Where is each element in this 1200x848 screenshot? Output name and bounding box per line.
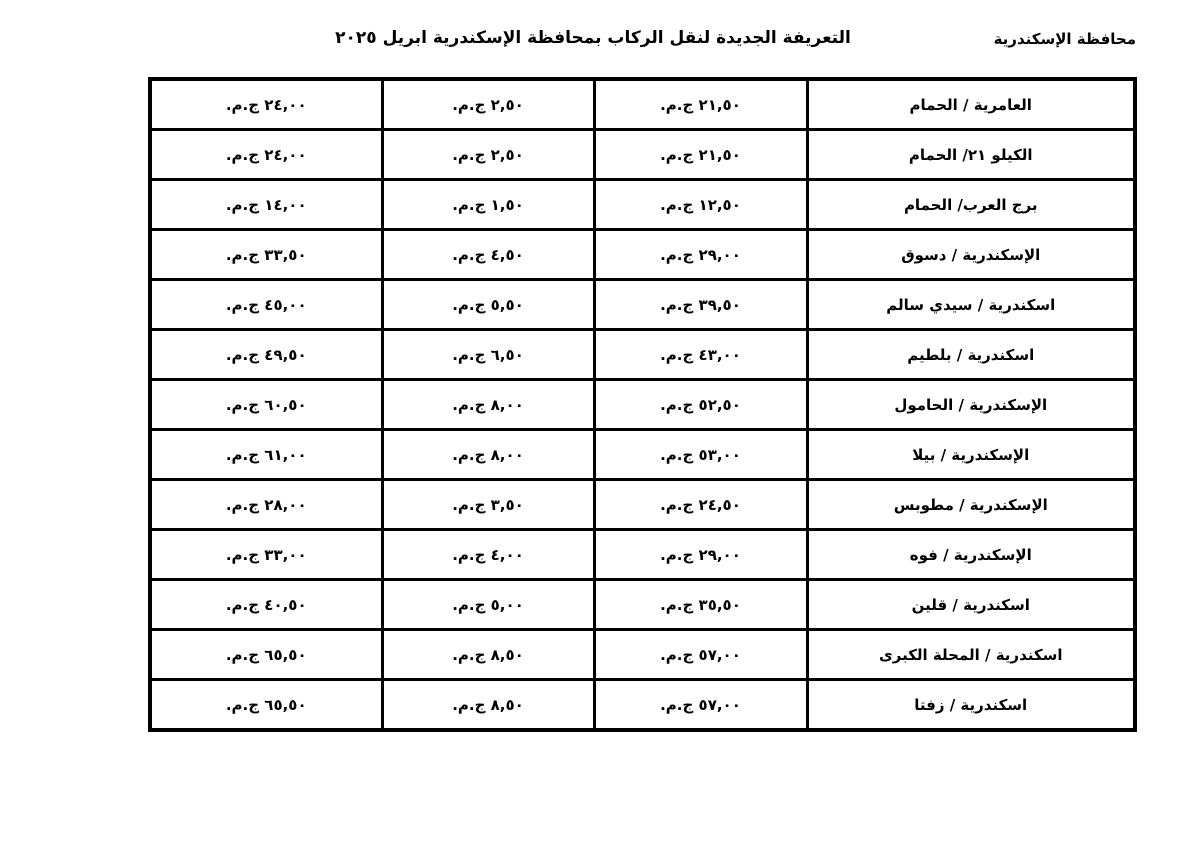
route-cell: الإسكندرية / فوه — [807, 530, 1135, 580]
fare-table-body — [150, 79, 1135, 730]
current-fare-cell: ٢١,٥٠ ج.م. — [594, 79, 807, 130]
increase-cell: ٤,٠٠ ج.م. — [382, 530, 594, 580]
table-row — [150, 480, 1135, 530]
increase-cell: ٤,٥٠ ج.م. — [382, 230, 594, 280]
route-cell: العامرية / الحمام — [807, 79, 1135, 130]
route-cell: الإسكندرية / دسوق — [807, 230, 1135, 280]
current-fare-cell: ٢١,٥٠ ج.م. — [594, 130, 807, 180]
route-cell: اسكندرية / زفتا — [807, 680, 1135, 731]
new-fare-cell: ٦٥,٥٠ ج.م. — [150, 630, 382, 680]
new-fare-cell: ٢٨,٠٠ ج.م. — [150, 480, 382, 530]
route-cell: اسكندرية / المحلة الكبرى — [807, 630, 1135, 680]
new-fare-cell: ١٤,٠٠ ج.م. — [150, 180, 382, 230]
table-row — [150, 180, 1135, 230]
route-cell: الإسكندرية / بيلا — [807, 430, 1135, 480]
current-fare-cell: ٣٩,٥٠ ج.م. — [594, 280, 807, 330]
table-row — [150, 79, 1135, 130]
current-fare-cell: ٣٥,٥٠ ج.م. — [594, 580, 807, 630]
table-row — [150, 280, 1135, 330]
current-fare-cell: ٥٢,٥٠ ج.م. — [594, 380, 807, 430]
increase-cell: ٨,٠٠ ج.م. — [382, 380, 594, 430]
table-row — [150, 330, 1135, 380]
new-fare-cell: ٤٠,٥٠ ج.م. — [150, 580, 382, 630]
increase-cell: ١,٥٠ ج.م. — [382, 180, 594, 230]
route-cell: الإسكندرية / مطوبس — [807, 480, 1135, 530]
increase-cell: ٨,٠٠ ج.م. — [382, 430, 594, 480]
new-fare-cell: ٣٣,٠٠ ج.م. — [150, 530, 382, 580]
route-cell: برج العرب/ الحمام — [807, 180, 1135, 230]
page-title: التعريفة الجديدة لنقل الركاب بمحافظة الإسكندرية ابريل ٢٠٢٥ — [335, 28, 851, 48]
table-row — [150, 630, 1135, 680]
current-fare-cell: ٥٧,٠٠ ج.م. — [594, 680, 807, 731]
increase-cell: ٥,٥٠ ج.م. — [382, 280, 594, 330]
governorate-label: محافظة الإسكندرية — [993, 30, 1136, 48]
increase-cell: ٢,٥٠ ج.م. — [382, 130, 594, 180]
increase-cell: ٣,٥٠ ج.م. — [382, 480, 594, 530]
new-fare-cell: ٦١,٠٠ ج.م. — [150, 430, 382, 480]
route-cell: اسكندرية / سيدي سالم — [807, 280, 1135, 330]
current-fare-cell: ٥٧,٠٠ ج.م. — [594, 630, 807, 680]
new-fare-cell: ٤٥,٠٠ ج.م. — [150, 280, 382, 330]
increase-cell: ٨,٥٠ ج.م. — [382, 680, 594, 731]
increase-cell: ٢,٥٠ ج.م. — [382, 79, 594, 130]
current-fare-cell: ٢٩,٠٠ ج.م. — [594, 530, 807, 580]
current-fare-cell: ٢٩,٠٠ ج.م. — [594, 230, 807, 280]
new-fare-cell: ٤٩,٥٠ ج.م. — [150, 330, 382, 380]
table-row — [150, 380, 1135, 430]
table-row — [150, 430, 1135, 480]
fare-table — [148, 77, 1137, 732]
new-fare-cell: ٣٣,٥٠ ج.م. — [150, 230, 382, 280]
new-fare-cell: ٦٠,٥٠ ج.م. — [150, 380, 382, 430]
increase-cell: ٨,٥٠ ج.م. — [382, 630, 594, 680]
route-cell: الكيلو ٢١/ الحمام — [807, 130, 1135, 180]
table-row — [150, 130, 1135, 180]
new-fare-cell: ٢٤,٠٠ ج.م. — [150, 79, 382, 130]
route-cell: اسكندرية / بلطيم — [807, 330, 1135, 380]
new-fare-cell: ٦٥,٥٠ ج.م. — [150, 680, 382, 731]
current-fare-cell: ٢٤,٥٠ ج.م. — [594, 480, 807, 530]
table-row — [150, 230, 1135, 280]
current-fare-cell: ٥٣,٠٠ ج.م. — [594, 430, 807, 480]
table-row — [150, 530, 1135, 580]
table-row — [150, 580, 1135, 630]
increase-cell: ٦,٥٠ ج.م. — [382, 330, 594, 380]
route-cell: الإسكندرية / الحامول — [807, 380, 1135, 430]
increase-cell: ٥,٠٠ ج.م. — [382, 580, 594, 630]
route-cell: اسكندرية / قلين — [807, 580, 1135, 630]
table-row — [150, 680, 1135, 731]
current-fare-cell: ١٢,٥٠ ج.م. — [594, 180, 807, 230]
new-fare-cell: ٢٤,٠٠ ج.م. — [150, 130, 382, 180]
current-fare-cell: ٤٣,٠٠ ج.م. — [594, 330, 807, 380]
